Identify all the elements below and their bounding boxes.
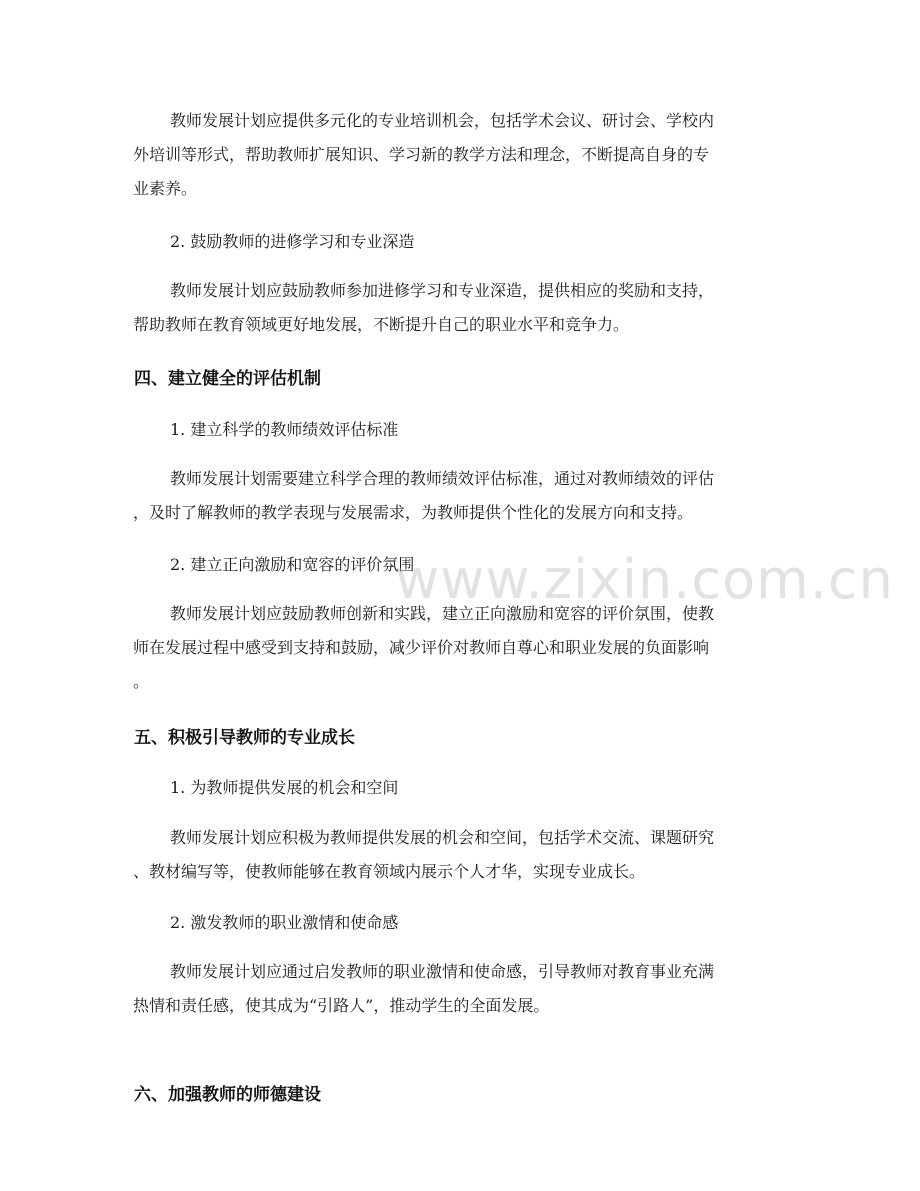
subsection-title: 2. 建立正向激励和宽容的评价氛围 xyxy=(170,555,415,574)
paragraph-training xyxy=(133,104,785,206)
paragraph-further-study xyxy=(133,274,785,342)
paragraph-line: 教师发展计划应提供多元化的专业培训机会，包括学术会议、研讨会、学校内 xyxy=(170,111,715,130)
paragraph-passion xyxy=(133,955,785,1023)
paragraph-line: 教师发展计划应鼓励教师创新和实践，建立正向激励和宽容的评价氛围，使教 xyxy=(170,604,715,623)
section-heading: 六、加强教师的师德建设 xyxy=(134,1085,321,1105)
paragraph-line: 热情和责任感，使其成为“引路人”，推动学生的全面发展。 xyxy=(133,996,550,1015)
section-heading: 五、积极引导教师的专业成长 xyxy=(134,728,355,748)
paragraph-line: 帮助教师在教育领域更好地发展，不断提升自己的职业水平和竞争力。 xyxy=(133,315,630,334)
subsection-title: 2. 鼓励教师的进修学习和专业深造 xyxy=(170,232,415,251)
paragraph-line: 教师发展计划需要建立科学合理的教师绩效评估标准，通过对教师绩效的评估 xyxy=(170,469,715,488)
paragraph-opportunities xyxy=(133,821,785,889)
paragraph-line: ，及时了解教师的教学表现与发展需求，为教师提供个性化的发展方向和支持。 xyxy=(133,503,694,522)
paragraph-evaluation-standard xyxy=(133,462,785,530)
subsection-title: 1. 建立科学的教师绩效评估标准 xyxy=(170,420,399,439)
paragraph-line: 教师发展计划应鼓励教师参加进修学习和专业深造，提供相应的奖励和支持， xyxy=(170,281,715,300)
paragraph-line: 。 xyxy=(133,672,150,691)
subsection-title: 1. 为教师提供发展的机会和空间 xyxy=(170,778,399,797)
paragraph-line: 师在发展过程中感受到支持和鼓励，减少评价对教师自尊心和职业发展的负面影响 xyxy=(133,638,710,657)
paragraph-line: 教师发展计划应积极为教师提供发展的机会和空间，包括学术交流、课题研究 xyxy=(170,828,715,847)
subsection-title: 2. 激发教师的职业激情和使命感 xyxy=(170,913,399,932)
paragraph-line: 业素养。 xyxy=(133,179,198,198)
paragraph-line: 教师发展计划应通过启发教师的职业激情和使命感，引导教师对教育事业充满 xyxy=(170,962,715,981)
paragraph-line: 外培训等形式，帮助教师扩展知识、学习新的教学方法和理念，不断提高自身的专 xyxy=(133,145,710,164)
paragraph-line: 、教材编写等，使教师能够在教育领域内展示个人才华，实现专业成长。 xyxy=(133,862,646,881)
paragraph-evaluation-climate xyxy=(133,597,785,699)
watermark: www.zixin.com.cn xyxy=(395,548,894,611)
section-heading: 四、建立健全的评估机制 xyxy=(134,369,321,389)
